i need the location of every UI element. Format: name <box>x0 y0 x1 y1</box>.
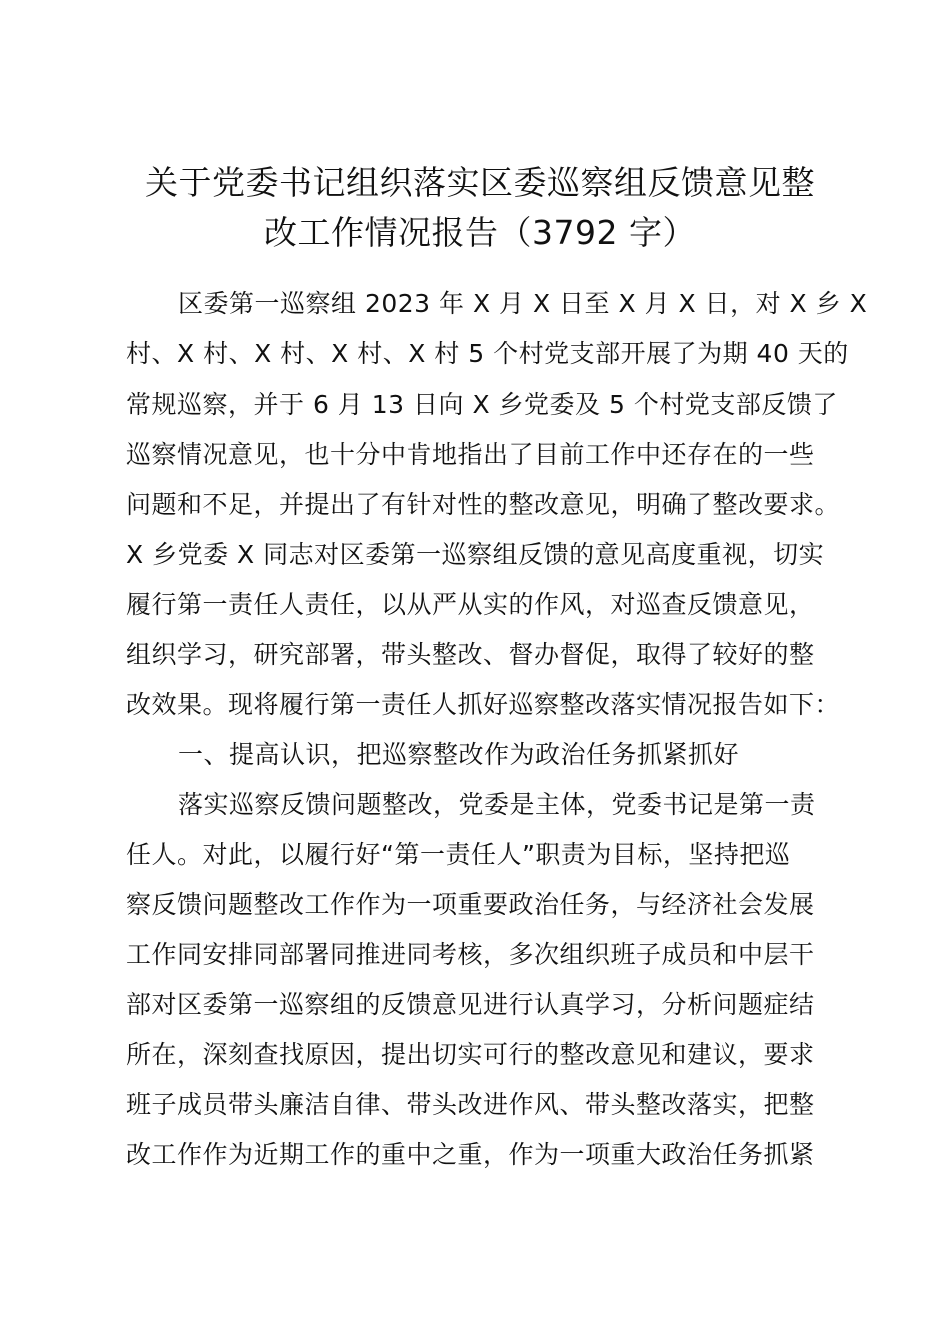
body-line: 察反馈问题整改工作作为一项重要政治任务，与经济社会发展 <box>126 890 815 919</box>
body-line: 落实巡察反馈问题整改，党委是主体，党委书记是第一责 <box>178 790 816 819</box>
body-line: 巡察情况意见，也十分中肯地指出了目前工作中还存在的一些 <box>126 440 815 469</box>
body-line: 任人。对此，以履行好“第一责任人”职责为目标，坚持把巡 <box>126 840 791 869</box>
body-line: 区委第一巡察组 2023 年 X 月 X 日至 X 月 X 日，对 X 乡 X <box>178 289 868 318</box>
body-line: 问题和不足，并提出了有针对性的整改意见，明确了整改要求。 <box>126 490 841 519</box>
body-line: 履行第一责任人责任，以从严从实的作风，对巡查反馈意见， <box>126 590 815 619</box>
body-line: 工作同安排同部署同推进同考核，多次组织班子成员和中层干 <box>126 940 815 969</box>
body-line: 部对区委第一巡察组的反馈意见进行认真学习，分析问题症结 <box>126 990 815 1019</box>
document-title <box>110 158 850 258</box>
body-line: 组织学习，研究部署，带头整改、督办督促，取得了较好的整 <box>126 640 815 669</box>
body-line: 常规巡察，并于 6 月 13 日向 X 乡党委及 5 个村党支部反馈了 <box>126 390 838 419</box>
body-line: 村、X 村、X 村、X 村、X 村 5 个村党支部开展了为期 40 天的 <box>126 339 849 368</box>
body-line: 所在，深刻查找原因，提出切实可行的整改意见和建议，要求 <box>126 1040 815 1069</box>
body-line: X 乡党委 X 同志对区委第一巡察组反馈的意见高度重视，切实 <box>126 540 825 569</box>
body-line: 班子成员带头廉洁自律、带头改进作风、带头整改落实，把整 <box>126 1090 815 1119</box>
section-heading: 一、提高认识，把巡察整改作为政治任务抓紧抓好 <box>178 740 740 769</box>
title-line-2: 改工作情况报告（3792 字） <box>264 213 696 252</box>
body-line: 改工作作为近期工作的重中之重，作为一项重大政治任务抓紧 <box>126 1140 815 1169</box>
title-line-1: 关于党委书记组织落实区委巡察组反馈意见整 <box>145 163 815 202</box>
body-line: 改效果。现将履行第一责任人抓好巡察整改落实情况报告如下： <box>126 690 841 719</box>
